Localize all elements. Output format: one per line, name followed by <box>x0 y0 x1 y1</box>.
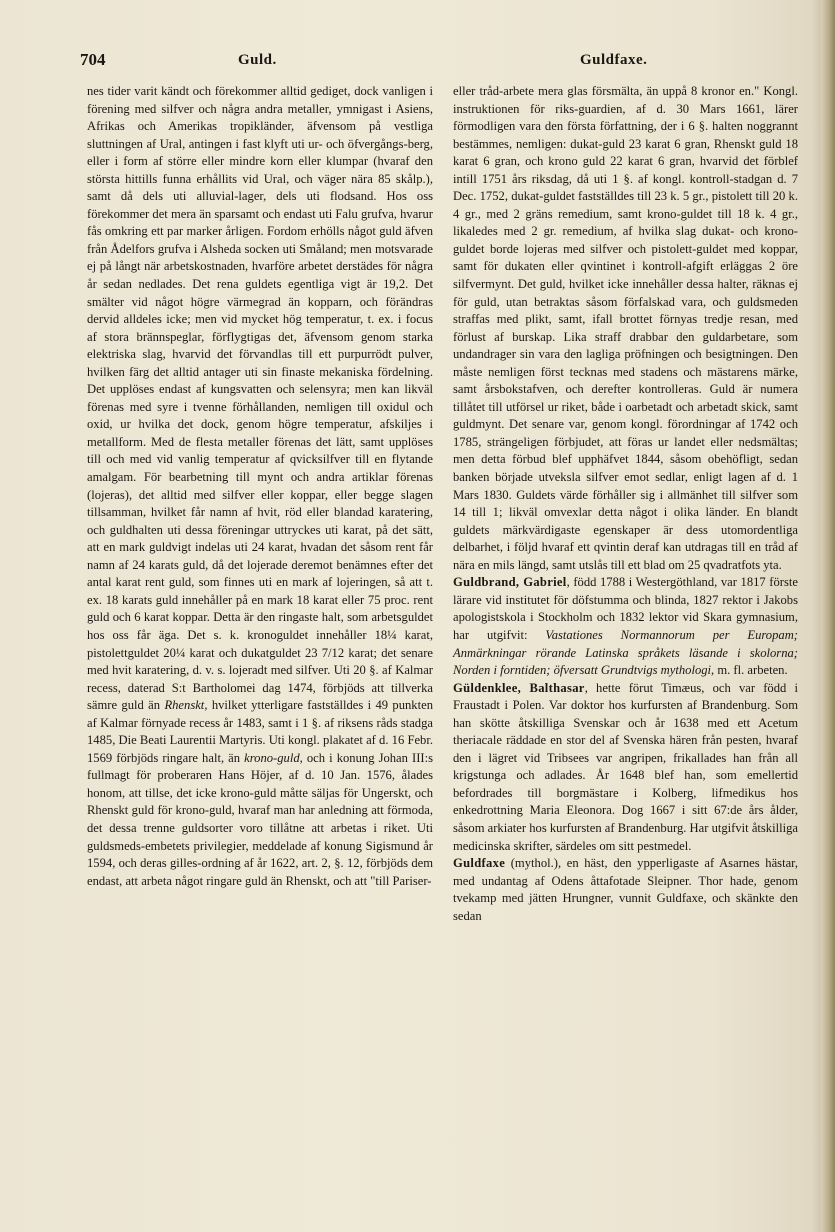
italic-term: Rhenskt <box>164 698 205 713</box>
article-text: , hvilket ytterligare fastställdes i 49 punkten af Kalmar förnyade recess år 1483, samt i 1 §. af riksens råds stadga 1485, Die Beati Laurentii Martyris. Uti kongl. plakatet af d. 16 Febr. 1569 förbjöds ringare halt, än <box>87 698 433 765</box>
page-number: 704 <box>80 50 106 69</box>
guld-article-continuation <box>87 83 433 890</box>
article-text: , och i konung Johan III:s fullmagt för proberaren Hans Höjer, af d. 10 Jan. 1576, ålades honom, att tillse, det icke krono-guld måtte säljas för Ungerskt, och Rhenskt guld för krono-guld, hvaraf man har anledning att förmoda, det dessa trenne guldsorter voro tillåtne att arbetas i riket. Uti guldsmeds-embetets privilegier, meddelade af konung Sigismund år 1594, och deras gilles-ordning af år 1622, art. 2, §. 12, förbjöds dem endast, att arbeta något ringare guld än Rhenskt, och att "till Pariser- <box>87 750 434 888</box>
article-text: eller tråd-arbete mera glas försmälta, än uppå 8 kronor en." Kongl. instruktionen för riks-guardien, af d. 30 Mars 1661, lärer förmodligen vara den första författning, der i 6 §. halten noggrannt bestämmes, nemligen: dukat-guld 23 karat 6 gran, Rhenskt guld 18 karat 6 gran, och krono guld 22 karat 6 gran, hvarvid det förblef intill 1751 års riksdag, då uti 1 §. af kongl. kontroll-stadgan d. 7 Dec. 1752, dukat-guldet fastställdes till 23 k. 5 gr., pistolett till 20 k. 4 gr., med 2 gräns remedium, samt krono-guldet till 18 k. 4 gr., likaledes med 2 gr. remedium, af hvilka slag dukat- och krono-guldet borde lojeras med silfver och pistolett-guldet med koppar, samt för dukaten eller qvintinet i kontroll-afgift erläggas 2 öre silfvermynt. Det guld, hvilket icke innehåller dessa halter, räknas ej för guld, utan betraktas såsom förfalskad vara, och guldsmeden straffas med plikt, samt, ifall brottet förnyas tredje resan, med förlust af burskap. Lika straff drabbar den guldarbetare, som undandrager sin vara den lagliga pröfningen och besigtningen. Den måste nemligen först tecknas med stadens och mästarens märke, samt årsbokstafven, och derefter kontrolleras. Guld är numera tillåtet till utförsel ur riket, både i oarbetadt och arbetadt skick, samt guldmynt. Det senare var, genom kongl. förordningar af 1742 och 1785, strängeligen förbjudet, att föras ur landet eller nedsmältas; men detta förbud blef upphäfvet 1844, såsom obehöfligt, sedan banken började utveksla silfver emot sedlar, enligt lagen af d. 1 Mars 1830. Guldets värde förhåller sig i allmänhet till silfver som 14 till 1; likväl omvexlar detta något i olika länder. En blandt guldets märkvärdigaste egenskaper är dess utomordentliga delbarhet, i följd hvaraf ett qvintin deraf kan utdragas till en tråd af nära en mils längd, samt utslås till ett blad om 25 qvadratfots yta. <box>453 84 798 572</box>
right-column <box>453 83 798 925</box>
italic-titles: Vastationes Normannorum per Europam; Anmärkningar rörande Latinska språkets läsande i skolorna; Norden i forntiden; öfversatt Grundtvigs mythologi <box>453 627 798 678</box>
entry-text: , hette förut Timæus, och var född i Fraustadt i Polen. Var doktor hos kurfursten af Brandenburg. Som han skötte åtskilliga Svenskar och år 1638 med ett Acetum theriacale räddade en stor del af Svenska hären från pesten, hvaraf den i lägret vid Tribsees var angripen, frikallades han från all krigstunga och adlades. År 1648 blef han, som emellertid befordrades till borgmästare i Kolberg, lifmedikus hos enkedrottning Maria Eleonora. Dog 1667 i sitt 67:de års ålder, såsom arkiater hos kurfursten af Brandenburg. Har utgifvit åtskilliga medicinska skrifter, särdeles om sitt pestmedel. <box>453 680 799 853</box>
entry-headword: Guldbrand, Gabriel <box>453 575 567 590</box>
entry-text: , m. fl. arbeten. <box>711 663 788 678</box>
left-column <box>87 83 433 890</box>
entry-guldbrand <box>453 574 798 679</box>
page-edge <box>821 0 835 1232</box>
left-running-headword: Guld. <box>238 52 277 68</box>
entry-guldfaxe <box>453 855 798 925</box>
entry-text: (mythol.), en häst, den ypperligaste af Asarnes hästar, med undantag af Odens åttafotade Sleipner. Thor hade, genom tvekamp med jätten Hrungner, vunnit Guldfaxe, och skänkte den sedan <box>453 856 798 923</box>
article-text: nes tider varit kändt och förekommer alltid gediget, dock vanligen i förening med silfver och några andra metaller, ymnigast i Asiens, Afrikas och Amerikas tropikländer, äfvensom på vestliga sluttningen af Ural, antingen i fast klyft uti ur- och öfvergångs-berg, eller i form af större eller mindre korn eller klumpar (hvaraf den största hittills funna erhållits vid Ural, och väger nära 85 skålp.), samt då dels uti alluvial-lager, dels uti flodsand. Hos oss förekommer det mera än sparsamt och endast uti Falu grufva, hvarur fås omkring ett par marker årligen. Fordom erhölls något guld äfven från Ådelfors grufva i Alsheda socken uti Småland; men motsvarade ej på långt när arbetskostnaden, hvarföre arbetet derstädes för några år sedan nedlades. Det rena guldets egentliga vigt är 19,2. Det smälter vid något högre värmegrad än kopparn, och förändras dervid alldeles icke; men vid mycket hög temperatur, t. ex. i focus af stora brännspeglar, förflygtigas det, äfvensom genom starka elektriska slag, hvarvid det förvandlas till ett purpurrödt pulver, hvilken färg det alltid antager uti sin finaste mekaniska fördelning. Det upplöses endast af kungsvatten och selensyra; men kan likväl förenas med syre i tvenne förhållanden, nemligen till oxidul och oxid, ur hvilka det dock, genom högre temperatur, afskiljes i metallform. Med de flesta metaller förenas det lätt, samt upplöses till och med vid vanlig temperatur af qvicksilfver till en flytande amalgam. För bearbetning till mynt och andra artiklar förenas (lojeras), det alltid med silfver eller koppar, eller begge slagen tillsamman, hvilket får namn af hvit, röd eller blandad karatering, och guldhalten uti dessa föreningar uttryckes uti karat, på det sätt, att en mark guldvigt indelas uti 24 karat, hvadan det såsom rent får namn af 24 karats guld, då det lojerade deremot benämnes efter det antal karat rent guld, som finnes uti en mark af lojeringen, så att t. ex. 18 karats guld innehåller på en mark 18 karat eller 75 proc. rent guld och 6 karat koppar. Detta är den ringaste halt, som arbetsguldet hos oss får äga. Det s. k. kronoguldet innehåller 18¼ karat, pistolettguldet 20¼ karat och dukatguldet 23 7/12 karat; det senare med hvit karatering, d. v. s. lojeradt med silfver. Uti 20 §. af Kalmar recess, daterad S:t Bartholomei dag 1474, förbjöds att tillverka sämre guld än <box>87 84 433 713</box>
page-gutter-shadow <box>811 0 821 1232</box>
entry-headword: Güldenklee, Balthasar <box>453 680 585 695</box>
entry-guldenklee <box>453 680 798 855</box>
right-running-headword: Guldfaxe. <box>580 52 648 68</box>
entry-headword: Guldfaxe <box>453 856 506 871</box>
guld-article-end <box>453 83 798 574</box>
running-header <box>80 50 810 76</box>
italic-term: krono-guld <box>244 750 300 765</box>
entry-text: , född 1788 i Westergöthland, var 1817 förste lärare vid institutet för döfstumma och blinda, 1827 rektor i Jakobs apologistskola i Stockholm och 1832 lektor vid Skara gymnasium, har utgifvit: <box>453 575 798 642</box>
